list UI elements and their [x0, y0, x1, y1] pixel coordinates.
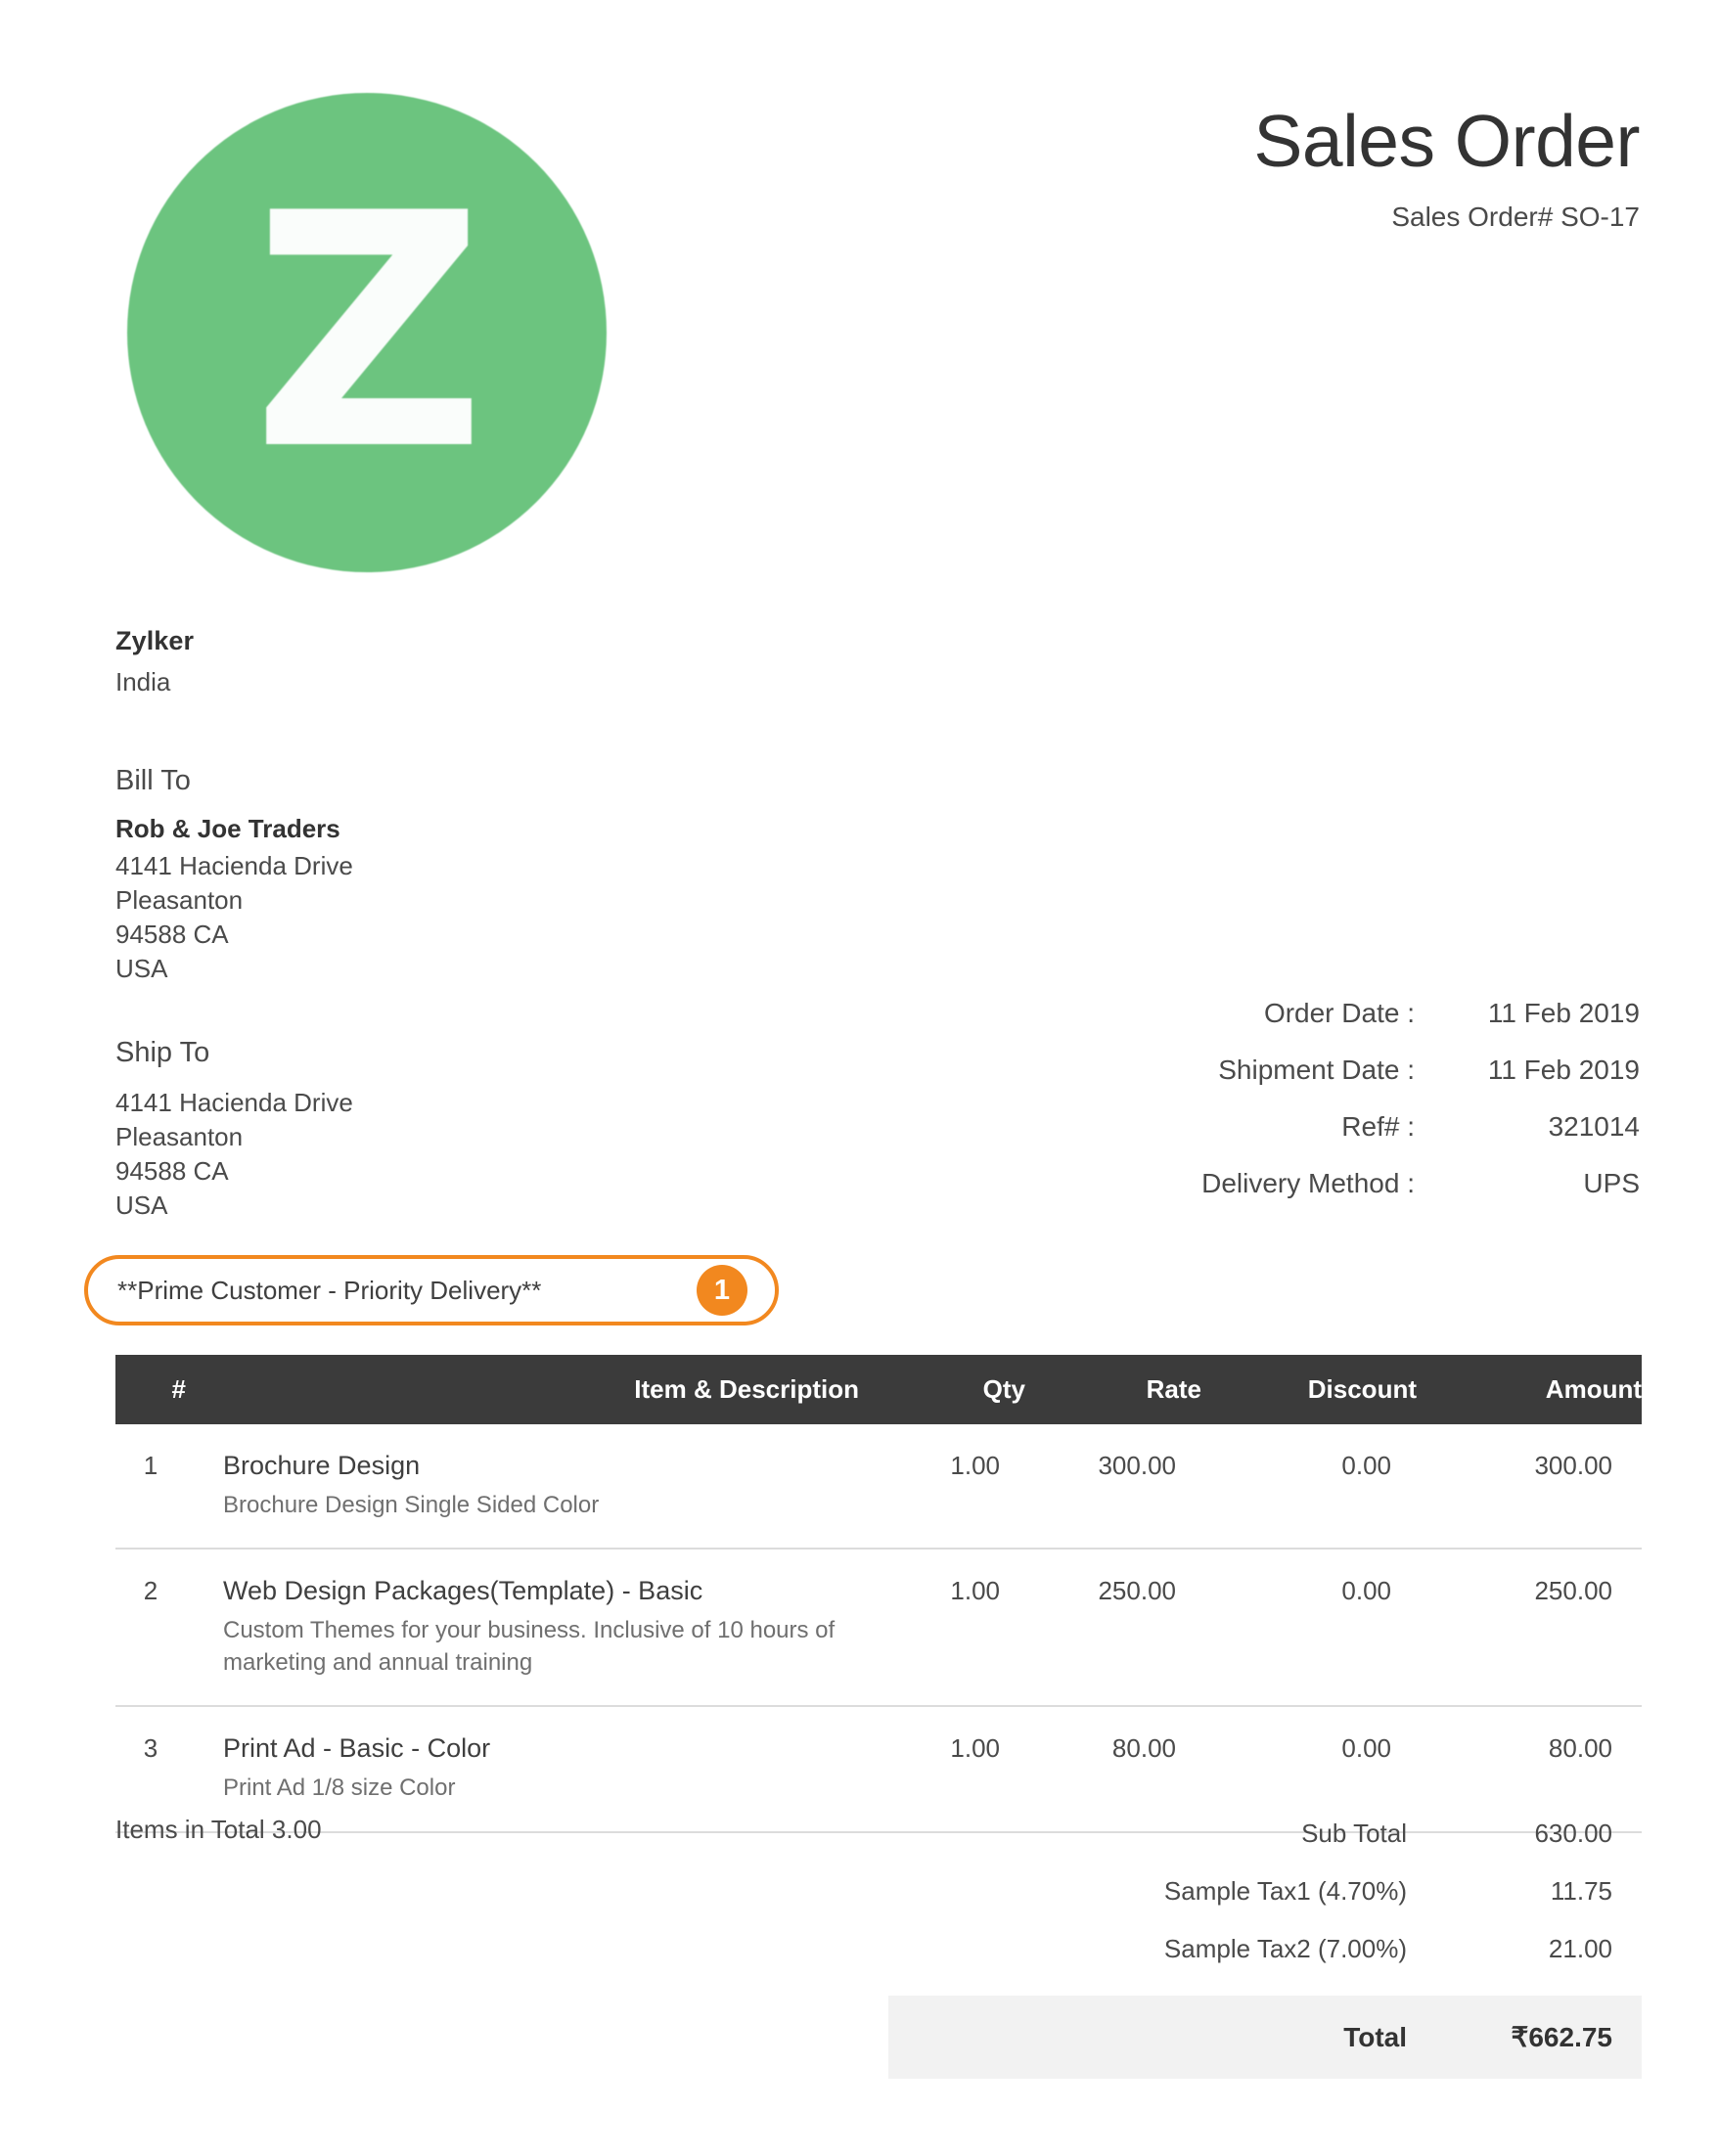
line-items-section — [115, 1355, 1642, 1833]
totals-section — [115, 1805, 1642, 2079]
total-row-tax2 — [888, 1920, 1642, 1978]
total-value-tax2: 21.00 — [1548, 1934, 1612, 1963]
col-header-amount: Amount — [1417, 1355, 1642, 1424]
logo-letter: Z — [251, 145, 482, 520]
ship-to-line-1: 4141 Hacienda Drive — [115, 1088, 353, 1117]
total-value-grand: ₹662.75 — [1511, 2022, 1612, 2052]
col-header-rate: Rate — [1025, 1355, 1201, 1424]
ship-to-line-4: USA — [115, 1190, 168, 1221]
row-number: 1 — [115, 1424, 186, 1549]
bill-to-block — [115, 765, 353, 986]
company-country: India — [115, 667, 171, 696]
bill-to-line-4: USA — [115, 954, 168, 984]
line-items-header — [115, 1355, 1642, 1424]
annotation-badge-1: 1 — [697, 1265, 747, 1316]
items-in-total: Items in Total 3.00 — [115, 1815, 322, 1844]
row-amount: 250.00 — [1417, 1549, 1642, 1706]
col-header-discount: Discount — [1201, 1355, 1417, 1424]
company-logo — [127, 93, 607, 572]
ship-to-label: Ship To — [115, 1037, 210, 1068]
meta-row-delivery-method — [1033, 1168, 1640, 1199]
meta-value-shipment-date: 11 Feb 2019 — [1487, 1055, 1640, 1085]
total-label-tax1: Sample Tax1 (4.70%) — [1163, 1876, 1407, 1906]
bill-to-line-2: Pleasanton — [115, 885, 244, 916]
document-title-block — [1253, 100, 1640, 233]
row-discount: 0.00 — [1201, 1549, 1417, 1706]
totals-list — [888, 1805, 1642, 2079]
row-amount: 80.00 — [1417, 1706, 1642, 1831]
meta-label-ref: Ref# : — [1341, 1111, 1415, 1142]
item-name: Brochure Design — [223, 1451, 421, 1480]
row-amount: 300.00 — [1417, 1424, 1642, 1549]
row-description-cell — [186, 1424, 859, 1549]
row-qty: 1.00 — [859, 1549, 1025, 1706]
row-rate: 300.00 — [1025, 1424, 1201, 1549]
line-items-body — [115, 1424, 1642, 1832]
bill-to-name: Rob & Joe Traders — [115, 814, 340, 843]
meta-label-order-date: Order Date : — [1263, 998, 1415, 1028]
meta-value-order-date: 11 Feb 2019 — [1487, 998, 1640, 1028]
row-discount: 0.00 — [1201, 1424, 1417, 1549]
meta-label-shipment-date: Shipment Date : — [1218, 1055, 1415, 1085]
meta-label-delivery-method: Delivery Method : — [1201, 1168, 1415, 1198]
meta-row-ref — [1033, 1111, 1640, 1143]
col-header-description: Item & Description — [186, 1355, 859, 1424]
table-header-row — [115, 1355, 1642, 1424]
row-number: 3 — [115, 1706, 186, 1831]
bill-to-line-1: 4141 Hacienda Drive — [115, 851, 353, 880]
total-label-grand: Total — [1343, 2022, 1407, 2052]
page-title: Sales Order — [1253, 100, 1640, 182]
meta-row-shipment-date — [1033, 1055, 1640, 1086]
meta-value-ref: 321014 — [1548, 1111, 1640, 1142]
total-row-subtotal — [888, 1805, 1642, 1863]
bill-to-line-3: 94588 CA — [115, 920, 229, 950]
item-description: Brochure Design Single Sided Color — [223, 1492, 600, 1518]
document-header — [0, 0, 1718, 548]
ship-to-line-3: 94588 CA — [115, 1156, 229, 1187]
total-label-tax2: Sample Tax2 (7.00%) — [1163, 1934, 1407, 1963]
ship-to-block — [115, 1037, 353, 1223]
total-row-tax1 — [888, 1863, 1642, 1920]
company-block — [115, 626, 194, 697]
line-items-table — [115, 1355, 1642, 1833]
customer-note-text: **Prime Customer - Priority Delivery** — [117, 1275, 542, 1305]
row-qty: 1.00 — [859, 1706, 1025, 1831]
meta-row-order-date — [1033, 998, 1640, 1029]
row-number: 2 — [115, 1549, 186, 1706]
total-value-subtotal: 630.00 — [1534, 1819, 1612, 1848]
row-description-cell — [186, 1549, 859, 1706]
col-header-number: # — [115, 1355, 186, 1424]
item-name: Print Ad - Basic - Color — [223, 1733, 491, 1764]
document-number: Sales Order# SO-17 — [1391, 201, 1640, 232]
item-name: Web Design Packages(Template) - Basic — [223, 1576, 703, 1606]
meta-value-delivery-method: UPS — [1583, 1168, 1640, 1198]
table-row — [115, 1424, 1642, 1549]
col-header-qty: Qty — [859, 1355, 1025, 1424]
customer-note-callout — [84, 1255, 779, 1325]
company-name: Zylker — [115, 626, 195, 655]
order-meta-block — [1033, 998, 1640, 1225]
row-rate: 80.00 — [1025, 1706, 1201, 1831]
row-qty: 1.00 — [859, 1424, 1025, 1549]
row-rate: 250.00 — [1025, 1549, 1201, 1706]
ship-to-line-2: Pleasanton — [115, 1122, 244, 1152]
item-description: Custom Themes for your business. Inclusive of 10 hours of marketing and annual training — [223, 1617, 836, 1676]
total-label-subtotal: Sub Total — [1301, 1819, 1407, 1848]
row-discount: 0.00 — [1201, 1706, 1417, 1831]
logo-circle-shape — [127, 93, 607, 572]
item-description: Print Ad 1/8 size Color — [223, 1774, 456, 1802]
table-row — [115, 1549, 1642, 1706]
bill-to-label: Bill To — [115, 765, 191, 796]
total-value-tax1: 11.75 — [1550, 1876, 1612, 1906]
total-row-grand — [888, 1996, 1642, 2079]
